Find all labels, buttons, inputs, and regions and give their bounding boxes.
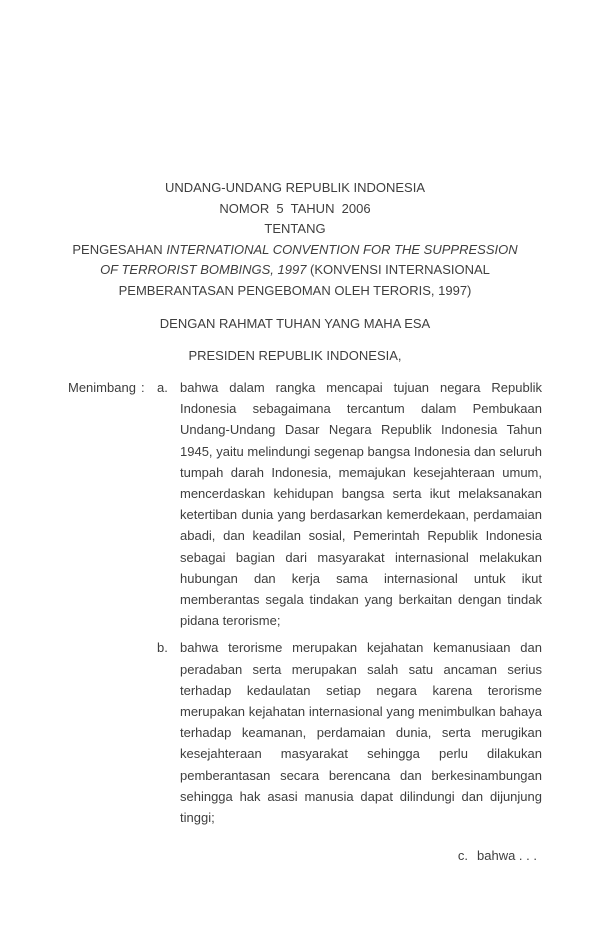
title-line-jurisdiction: UNDANG-UNDANG REPUBLIK INDONESIA [164,180,426,195]
item-text-b: bahwa terorisme merupakan kejahatan kemanusiaan dan peradaban serta merupakan salah satu ancaman serius terhadap kedaulatan setiap negara karena terorisme merupakan kejahatan internasional yang menimbulkan bahaya terhadap keamanan, perdamaian dunia, serta merugikan kesejahteraan masyarakat sehingga perlu dilakukan pemberantasan secara berencana dan berkesinambungan sehingga hak asasi manusia dapat dilindungi dan dijunjung tinggi; [180,640,542,826]
consideration-item-a [157,377,542,631]
title-line-subject-2 [68,260,522,281]
invocation-line: DENGAN RAHMAT TUHAN YANG MAHA ESA [159,316,431,331]
considerations-colon: : [141,380,145,395]
consideration-item-b [157,637,542,828]
considerations-list [157,377,542,828]
title-subject-normal: PENGESAHAN [72,241,167,257]
title-subject-italic-2: OF TERRORIST BOMBINGS, 1997 [100,262,311,277]
authority-line: PRESIDEN REPUBLIK INDONESIA, [188,347,402,363]
title-subject-normal-2: (KONVENSI INTERNASIONAL [310,262,490,277]
page-catchword [68,845,542,866]
catchword-marker: c. [457,848,469,864]
title-line-number: NOMOR 5 TAHUN 2006 [219,200,371,216]
considerations-label: Menimbang [68,380,136,395]
title-subject-italic: INTERNATIONAL CONVENTION FOR THE SUPPRESSION [166,241,518,257]
considerations-section [68,377,542,828]
item-text-a: bahwa dalam rangka mencapai tujuan negara Republik Indonesia sebagaimana tercantum dalam Pembukaan Undang-Undang Dasar Negara Republik Indonesia Tahun 1945, yaitu melindungi segenap bangsa Indonesia dan seluruh tumpah darah Indonesia, memajukan kesejahteraan umum, mencerdaskan kehidupan bangsa serta ikut melaksanakan ketertiban dunia yang berdasarkan kemerdekaan, perdamaian abadi, dan keadilan sosial, Pemerintah Republik Indonesia sebagai bagian dari masyarakat internasional melakukan hubungan dan kerja sama internasional untuk ikut memberantas segala tindakan yang berkaitan dengan tindak pidana terorisme; [180,380,542,629]
catchword-text: bahwa . . . [477,848,537,864]
item-marker-a: a. [157,380,168,395]
title-line-subject-3: PEMBERANTASAN PENGEBOMAN OLEH TERORIS, 1997) [118,282,472,298]
item-marker-b: b. [157,640,168,656]
title-line-subject-1 [68,240,522,261]
document-title-block [68,178,542,301]
title-line-tentang: TENTANG [264,221,326,236]
